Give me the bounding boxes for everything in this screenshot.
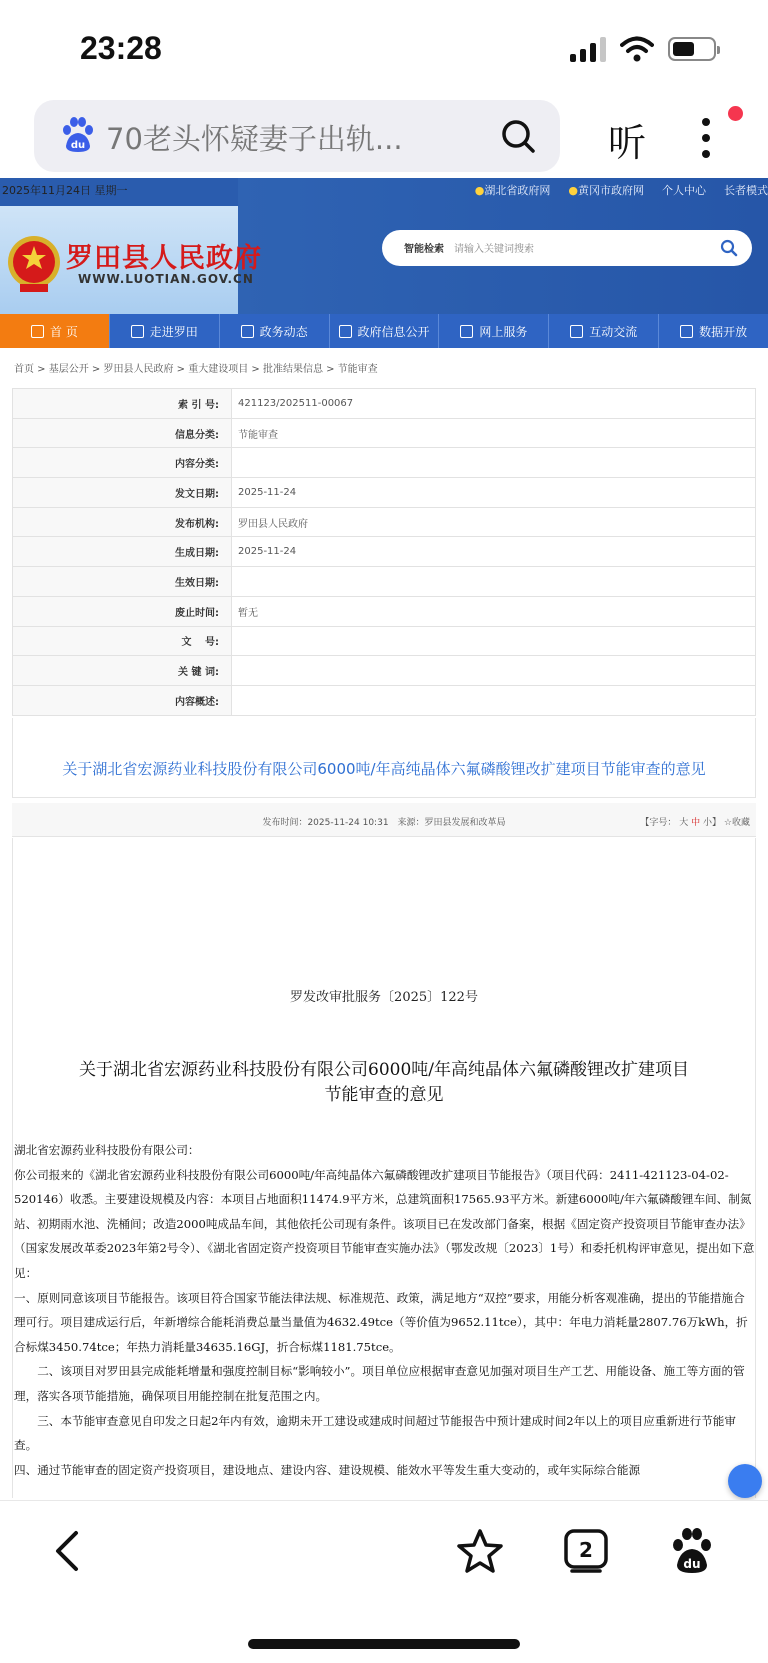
- browser-bottom-bar: [0, 1500, 768, 1663]
- table-row: 发文日期: 2025-11-24: [13, 478, 756, 508]
- salutation: 湖北省宏源药业科技股份有限公司：: [14, 1143, 200, 1157]
- font-large-button[interactable]: 大: [679, 818, 689, 828]
- site-url: WWW.LUOTIAN.GOV.CN: [78, 272, 254, 286]
- link-personal-center[interactable]: 个人中心: [662, 184, 706, 197]
- browser-toolbar: [0, 100, 768, 172]
- publish-info: 发布时间：2025-11-24 10:31 来源：罗田县发展和改革局: [262, 818, 506, 828]
- listen-button[interactable]: 听: [608, 121, 647, 165]
- nav-online-service[interactable]: 网上服务: [439, 314, 549, 348]
- document-number: 罗发改审批服务〔2025〕122号: [290, 990, 478, 1005]
- font-size-controls: 【字号： 大 中 小】 ☆收藏: [640, 818, 750, 828]
- baidu-paw-icon: [58, 116, 96, 154]
- site-search-box[interactable]: [382, 230, 752, 266]
- paragraph: 你公司报来的《湖北省宏源药业科技股份有限公司6000吨/年高纯晶体六氟磷酸锂改扩建项目节能报告》（项目代码：2411-421123-04-02-520146）收悉。主要建设规模及内容：本项目占地面积11474.9平方米，总建筑面积17565.93平方米。新建6000吨/年六氟磷酸锂车间、制氮站、初期雨水池、洗桶间；改造2000吨成品车间，其他依托公司现有条件。该项目已在发改部门备案，根据《固定资产投资项目节能审查办法》（国家发展改革委2023年第2号令）、《湖北省固定资产投资项目节能审查实施办法》（鄂发改规〔2023〕1号）和委托机构评审意见，提出如下意见：: [14, 1167, 755, 1280]
- home-indicator: [248, 1639, 520, 1649]
- table-row: 文 号:: [13, 626, 756, 656]
- site-search-label: 智能检索: [404, 244, 444, 255]
- nav-gov-news[interactable]: 政务动态: [220, 314, 330, 348]
- speaker-icon: [339, 325, 352, 338]
- link-hubei-gov[interactable]: ●湖北省政府网: [474, 184, 551, 197]
- battery-icon: [668, 37, 716, 61]
- font-medium-button[interactable]: 中: [691, 818, 701, 828]
- font-small-button[interactable]: 小】: [703, 818, 722, 828]
- document-body: [14, 1138, 756, 1482]
- document-info-table: [12, 388, 756, 716]
- table-row: 关 键 词:: [13, 656, 756, 686]
- accessibility-float-button[interactable]: [728, 1464, 762, 1498]
- paragraph: 一、原则同意该项目节能报告。该项目符合国家节能法律法规、标准规范、政策，满足地方“双控”要求，用能分析客观准确，提出的节能措施合理可行。项目建成运行后，年新增综合能耗消费总量当量值为4632.49tce（等价值为9652.11tce），其中：年电力消耗量2807.76万kWh，折合标煤3450.74tce；年热力消耗量34635.16GJ，折合标煤1181.75tce。: [14, 1290, 748, 1354]
- nav-info-disclosure[interactable]: 政府信息公开: [330, 314, 440, 348]
- nav-home[interactable]: 首 页: [0, 314, 110, 348]
- cellular-signal-icon: [570, 36, 606, 62]
- table-row: 发布机构: 罗田县人民政府: [13, 507, 756, 537]
- table-row: 索 引 号: 421123/202511-00067: [13, 389, 756, 419]
- home-icon: [31, 325, 44, 338]
- search-icon[interactable]: [720, 239, 738, 257]
- baidu-paw-icon[interactable]: [668, 1527, 716, 1575]
- header-date: 2025年11月24日 星期一: [2, 184, 128, 197]
- table-row: 生效日期:: [13, 567, 756, 597]
- notification-dot: [728, 106, 743, 121]
- nav-about-luotian[interactable]: 走进罗田: [110, 314, 220, 348]
- site-title: 罗田县人民政府: [66, 243, 262, 274]
- nav-interaction[interactable]: 互动交流: [549, 314, 659, 348]
- search-icon[interactable]: [498, 116, 538, 156]
- browser-search-box[interactable]: [34, 100, 560, 172]
- table-row: 生成日期: 2025-11-24: [13, 537, 756, 567]
- svg-text:du: du: [683, 1557, 701, 1571]
- breadcrumb[interactable]: 首页 > 基层公开 > 罗田县人民政府 > 重大建设项目 > 批准结果信息 > 节能审查: [14, 364, 378, 375]
- back-icon[interactable]: [46, 1527, 94, 1575]
- status-time: 23:28: [80, 30, 162, 66]
- tabs-icon: [562, 1527, 610, 1575]
- document-heading: 关于湖北省宏源药业科技股份有限公司6000吨/年高纯晶体六氟磷酸锂改扩建项目 节能审查的意见: [79, 1060, 689, 1105]
- news-icon: [241, 325, 254, 338]
- svg-text:2: 2: [579, 1538, 593, 1562]
- book-icon: [131, 325, 144, 338]
- table-row: 废止时间: 暂无: [13, 596, 756, 626]
- wifi-icon: [620, 36, 654, 62]
- link-huanggang-gov[interactable]: ●黄冈市政府网: [568, 184, 644, 197]
- table-row: 内容概述:: [13, 685, 756, 715]
- main-nav: [0, 314, 768, 348]
- status-bar: [0, 0, 768, 96]
- paragraph: 二、该项目对罗田县完成能耗增量和强度控制目标“影响较小”。项目单位应根据审查意见加强对项目生产工艺、用能设备、施工等方面的管理，落实各项节能措施，确保项目用能控制在批复范围之内。: [14, 1364, 745, 1403]
- status-icons: [570, 36, 716, 62]
- header-top-links: [475, 182, 768, 198]
- chat-icon: [570, 325, 583, 338]
- table-row: 信息分类: 节能审查: [13, 418, 756, 448]
- document-meta-bar: [12, 803, 756, 837]
- document-title: 关于湖北省宏源药业科技股份有限公司6000吨/年高纯晶体六氟磷酸锂改扩建项目节能审查的意见: [62, 760, 706, 778]
- link-elder-mode[interactable]: 长者模式: [724, 184, 768, 197]
- national-emblem-icon: [6, 234, 62, 294]
- briefcase-icon: [460, 325, 473, 338]
- paragraph: 三、本节能审查意见自印发之日起2年内有效，逾期未开工建设或建成时间超过节能报告中预计建成时间2年以上的项目应重新进行节能审查。: [14, 1413, 736, 1453]
- svg-text:du: du: [70, 140, 86, 151]
- site-search-input[interactable]: 请输入关键词搜索: [454, 244, 534, 255]
- search-query-text: 70老头怀疑妻子出轨...: [106, 122, 403, 156]
- more-menu-icon[interactable]: [700, 116, 712, 160]
- nav-open-data[interactable]: 数据开放: [659, 314, 768, 348]
- collect-button[interactable]: ☆收藏: [723, 818, 750, 828]
- table-row: 内容分类:: [13, 448, 756, 478]
- star-bookmark-icon[interactable]: [456, 1527, 504, 1575]
- paragraph: 四、通过节能审查的固定资产投资项目，建设地点、建设内容、建设规模、能效水平等发生重大变动的，或年实际综合能源: [14, 1462, 641, 1477]
- tabs-button[interactable]: [562, 1527, 610, 1575]
- chart-icon: [680, 325, 693, 338]
- site-header: [0, 178, 768, 314]
